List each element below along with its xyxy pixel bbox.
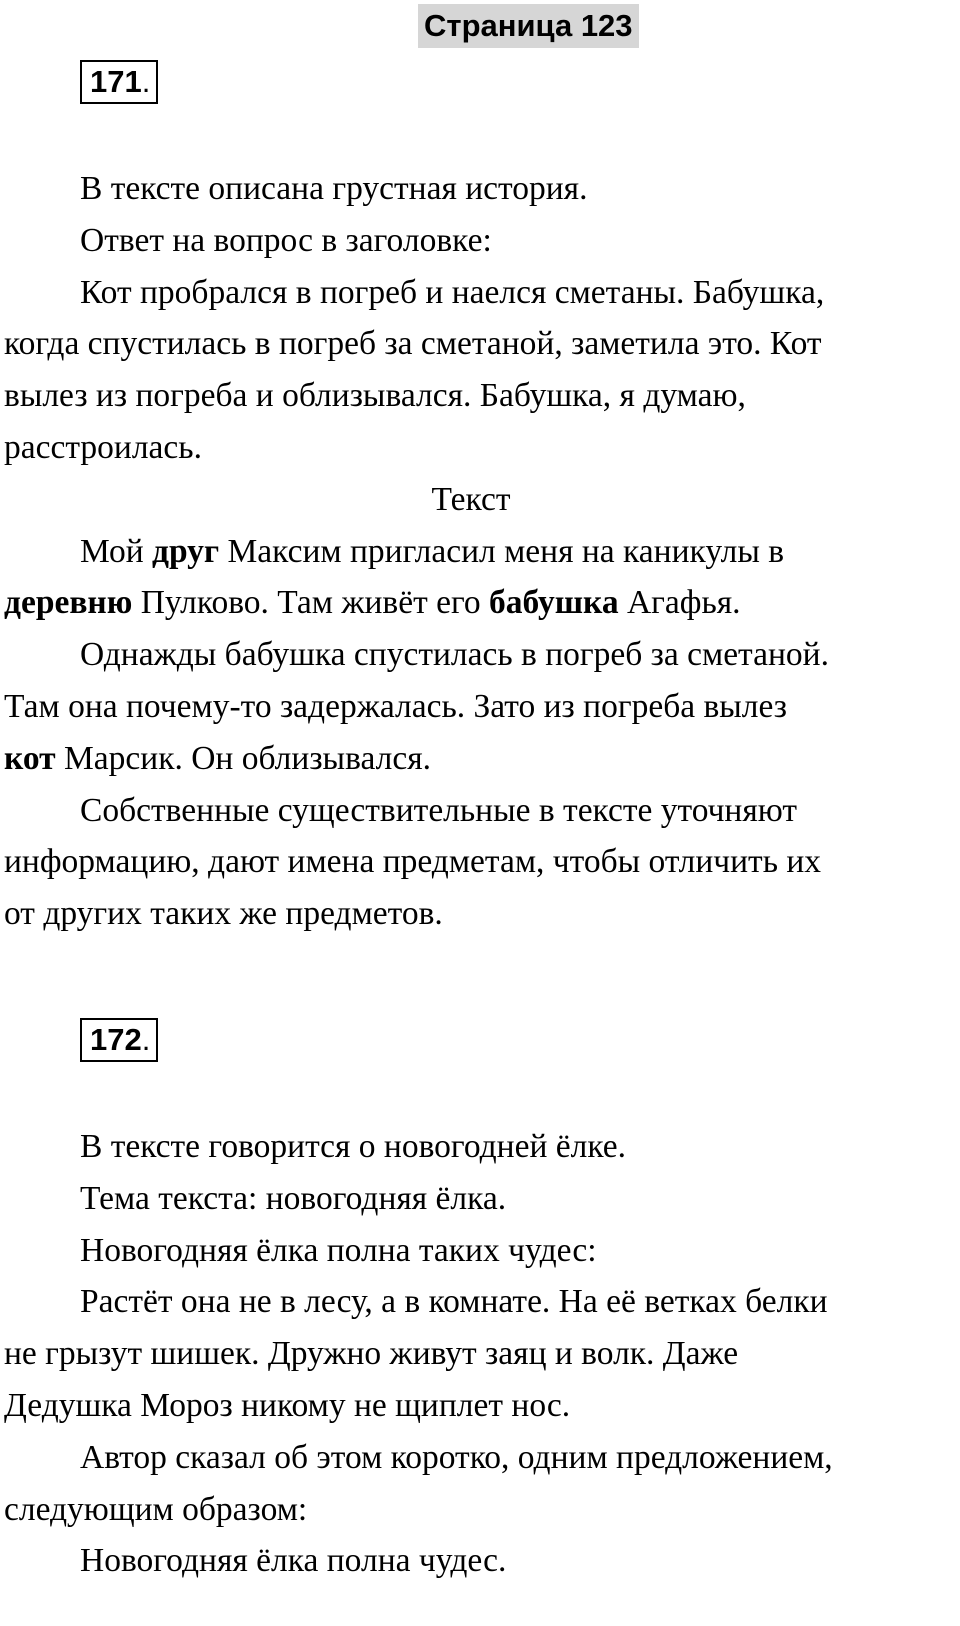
paragraph-line: Дедушка Мороз никому не щиплет нос. (4, 1386, 571, 1424)
paragraph: Растёт она не в лесу, а в комнате. На её ветках белки (80, 1283, 828, 1321)
paragraph: Новогодняя ёлка полна таких чудес: (80, 1231, 597, 1269)
text-run: Мой (80, 532, 153, 570)
paragraph: Однажды бабушка спустилась в погреб за сметаной. (80, 636, 829, 674)
task-172-text (4, 1121, 958, 1587)
task-171-text (4, 163, 958, 940)
paragraph: Автор сказал об этом коротко, одним предложением, (80, 1438, 833, 1476)
text-heading: Текст (431, 480, 511, 518)
paragraph: В тексте говорится о новогодней ёлке. (80, 1128, 627, 1165)
paragraph: Тема текста: новогодняя ёлка. (80, 1179, 507, 1217)
paragraph-line: Там она почему-то задержалась. Зато из погреба вылез (4, 687, 788, 725)
text-run: Агафья. (618, 584, 741, 622)
paragraph-line: когда спустилась в погреб за сметаной, заметила это. Кот (4, 325, 822, 363)
paragraph: Собственные существительные в тексте уточняют (80, 791, 797, 829)
text-run: Марсик. Он облизывался. (55, 739, 431, 777)
bold-word: кот (4, 739, 56, 777)
paragraph-line: вылез из погреба и облизывался. Бабушка, я думаю, (4, 377, 746, 415)
paragraph-line (4, 733, 958, 785)
task-number-172 (80, 1018, 158, 1062)
task-number-172-dot: . (141, 1022, 151, 1057)
paragraph: Новогодняя ёлка полна чудес. (80, 1542, 507, 1580)
page-number-header: Страница 123 (418, 4, 639, 48)
task-number-171-digits: 171 (90, 64, 142, 99)
task-number-172-digits: 172 (90, 1022, 142, 1057)
task-number-171 (80, 60, 158, 104)
paragraph-line: от других таких же предметов. (4, 895, 443, 933)
text-run: Пулково. Там живёт его (132, 584, 490, 622)
task-number-171-dot: . (141, 64, 151, 99)
paragraph (4, 526, 958, 578)
bold-word: бабушка (489, 584, 619, 622)
paragraph-line: расстроилась. (4, 428, 202, 466)
bold-word: деревню (4, 584, 133, 622)
paragraph: Ответ на вопрос в заголовке: (80, 221, 492, 259)
bold-word: друг (152, 532, 220, 570)
paragraph: В тексте описана грустная история. (80, 170, 588, 207)
paragraph-line: следующим образом: (4, 1490, 308, 1528)
paragraph-line (4, 577, 958, 629)
paragraph-line: информацию, дают имена предметам, чтобы отличить их (4, 843, 822, 881)
text-run: Максим пригласил меня на каникулы в (219, 532, 785, 570)
paragraph-line: не грызут шишек. Дружно живут заяц и волк. Даже (4, 1335, 739, 1373)
paragraph: Кот пробрался в погреб и наелся сметаны. Бабушка, (80, 273, 825, 311)
